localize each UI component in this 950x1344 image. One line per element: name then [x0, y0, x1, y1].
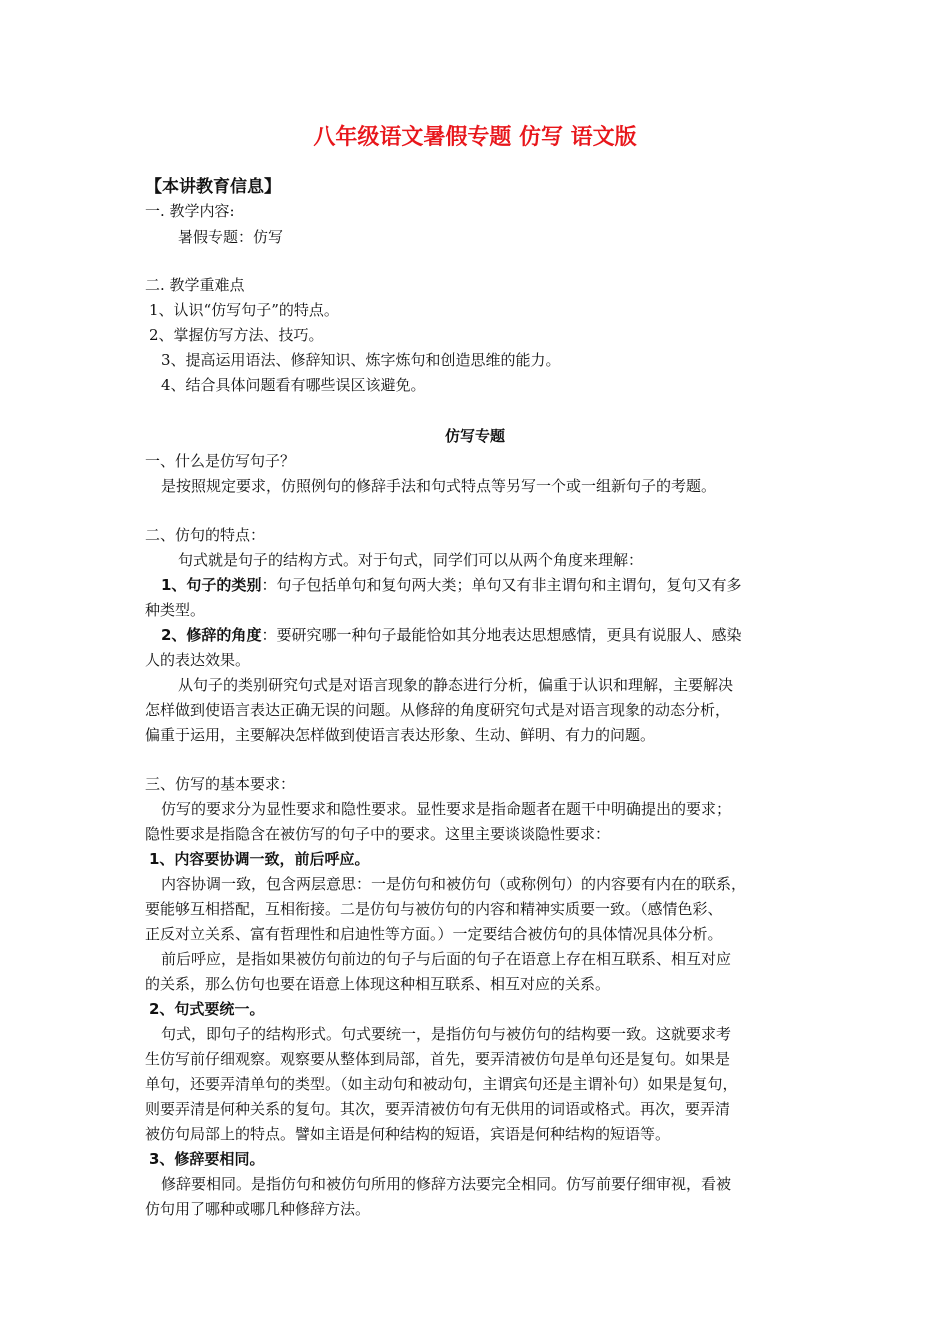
paragraph-line: 生仿写前仔细观察。观察要从整体到局部，首先，要弄清被仿句是单句还是复句。如果是 — [145, 1050, 731, 1068]
paragraph-line: 仿写的要求分为显性要求和隐性要求。显性要求是指命题者在题干中明确提出的要求； — [161, 800, 732, 818]
paragraph-line: 偏重于运用，主要解决怎样做到使语言表达形象、生动、鲜明、有力的问题。 — [145, 726, 656, 744]
requirement-2-heading: 2、句式要统一。 — [149, 1000, 265, 1018]
paragraph-line: 被仿句局部上的特点。譬如主语是何种结构的短语，宾语是何种结构的短语等。 — [145, 1125, 671, 1143]
paragraph-line: 修辞要相同。是指仿句和被仿句所用的修辞方法要完全相同。仿写前要仔细审视，看被 — [161, 1175, 732, 1193]
question-1-text: 是按照规定要求，仿照例句的修辞手法和句式特点等另写一个或一组新句子的考题。 — [161, 477, 717, 495]
section-2-item: 4、结合具体问题看有哪些误区该避免。 — [161, 376, 426, 394]
document-title: 八年级语文暑假专题 仿写 语文版 — [313, 125, 637, 150]
question-2-point-2-cont: 人的表达效果。 — [145, 651, 251, 669]
question-2-heading: 二、仿句的特点： — [145, 526, 266, 544]
question-3-heading: 三、仿写的基本要求： — [145, 775, 296, 793]
question-1-heading: 一、什么是仿写句子？ — [145, 452, 296, 470]
paragraph-line: 则要弄清是何种关系的复句。其次，要弄清被仿句有无供用的词语或格式。再次，要弄清 — [145, 1100, 731, 1118]
section-2-item: 2、掌握仿写方法、技巧。 — [149, 326, 324, 344]
question-2-point-2: 2、修辞的角度：要研究哪一种句子最能恰如其分地表达思想感情，更具有说服人、感染 — [161, 626, 742, 644]
question-2-point-1-cont: 种类型。 — [145, 601, 206, 619]
paragraph-line: 前后呼应，是指如果被仿句前边的句子与后面的句子在语意上存在相互联系、相互对应 — [161, 950, 732, 968]
point-1-label: 1、句子的类别 — [161, 576, 262, 594]
paragraph-line: 的关系，那么仿句也要在语意上体现这种相互联系、相互对应的关系。 — [145, 975, 611, 993]
paragraph-line: 内容协调一致，包含两层意思：一是仿句和被仿句（或称例句）的内容要有内在的联系， — [161, 875, 747, 893]
topic-heading: 仿写专题 — [444, 427, 505, 445]
paragraph-line: 怎样做到使语言表达正确无误的问题。从修辞的角度研究句式是对语言现象的动态分析， — [145, 701, 731, 719]
question-2-intro: 句式就是句子的结构方式。对于句式，同学们可以从两个角度来理解： — [178, 551, 644, 569]
paragraph-line: 句式，即句子的结构形式。句式要统一，是指仿句与被仿句的结构要一致。这就要求考 — [161, 1025, 732, 1043]
section-2-heading: 二. 教学重难点 — [145, 276, 245, 294]
section-2-item: 1、认识“仿写句子”的特点。 — [149, 301, 339, 319]
requirement-1-heading: 1、内容要协调一致，前后呼应。 — [149, 850, 370, 868]
paragraph-line: 单句，还要弄清单句的类型。（如主动句和被动句，主谓宾句还是主谓补句）如果是复句， — [145, 1075, 738, 1093]
section-1-heading: 一. 教学内容: — [145, 202, 235, 220]
section-1-item: 暑假专题：仿写 — [178, 228, 284, 246]
section-2-item: 3、提高运用语法、修辞知识、炼字炼句和创造思维的能力。 — [161, 351, 561, 369]
paragraph-line: 要能够互相搭配，互相衔接。二是仿句与被仿句的内容和精神实质要一致。（感情色彩、 — [145, 900, 723, 918]
requirement-3-heading: 3、修辞要相同。 — [149, 1150, 265, 1168]
point-2-label: 2、修辞的角度 — [161, 626, 262, 644]
paragraph-line: 仿句用了哪种或哪几种修辞方法。 — [145, 1200, 371, 1218]
paragraph-line: 正反对立关系、富有哲理性和启迪性等方面。）一定要结合被仿句的具体情况具体分析。 — [145, 925, 723, 943]
paragraph-line: 隐性要求是指隐含在被仿写的句子中的要求。这里主要谈谈隐性要求： — [145, 825, 611, 843]
question-2-point-1: 1、句子的类别：句子包括单句和复句两大类；单句又有非主谓句和主谓句，复句又有多 — [161, 576, 742, 594]
info-heading: 【本讲教育信息】 — [145, 177, 281, 197]
paragraph-line: 从句子的类别研究句式是对语言现象的静态进行分析，偏重于认识和理解，主要解决 — [178, 676, 734, 694]
